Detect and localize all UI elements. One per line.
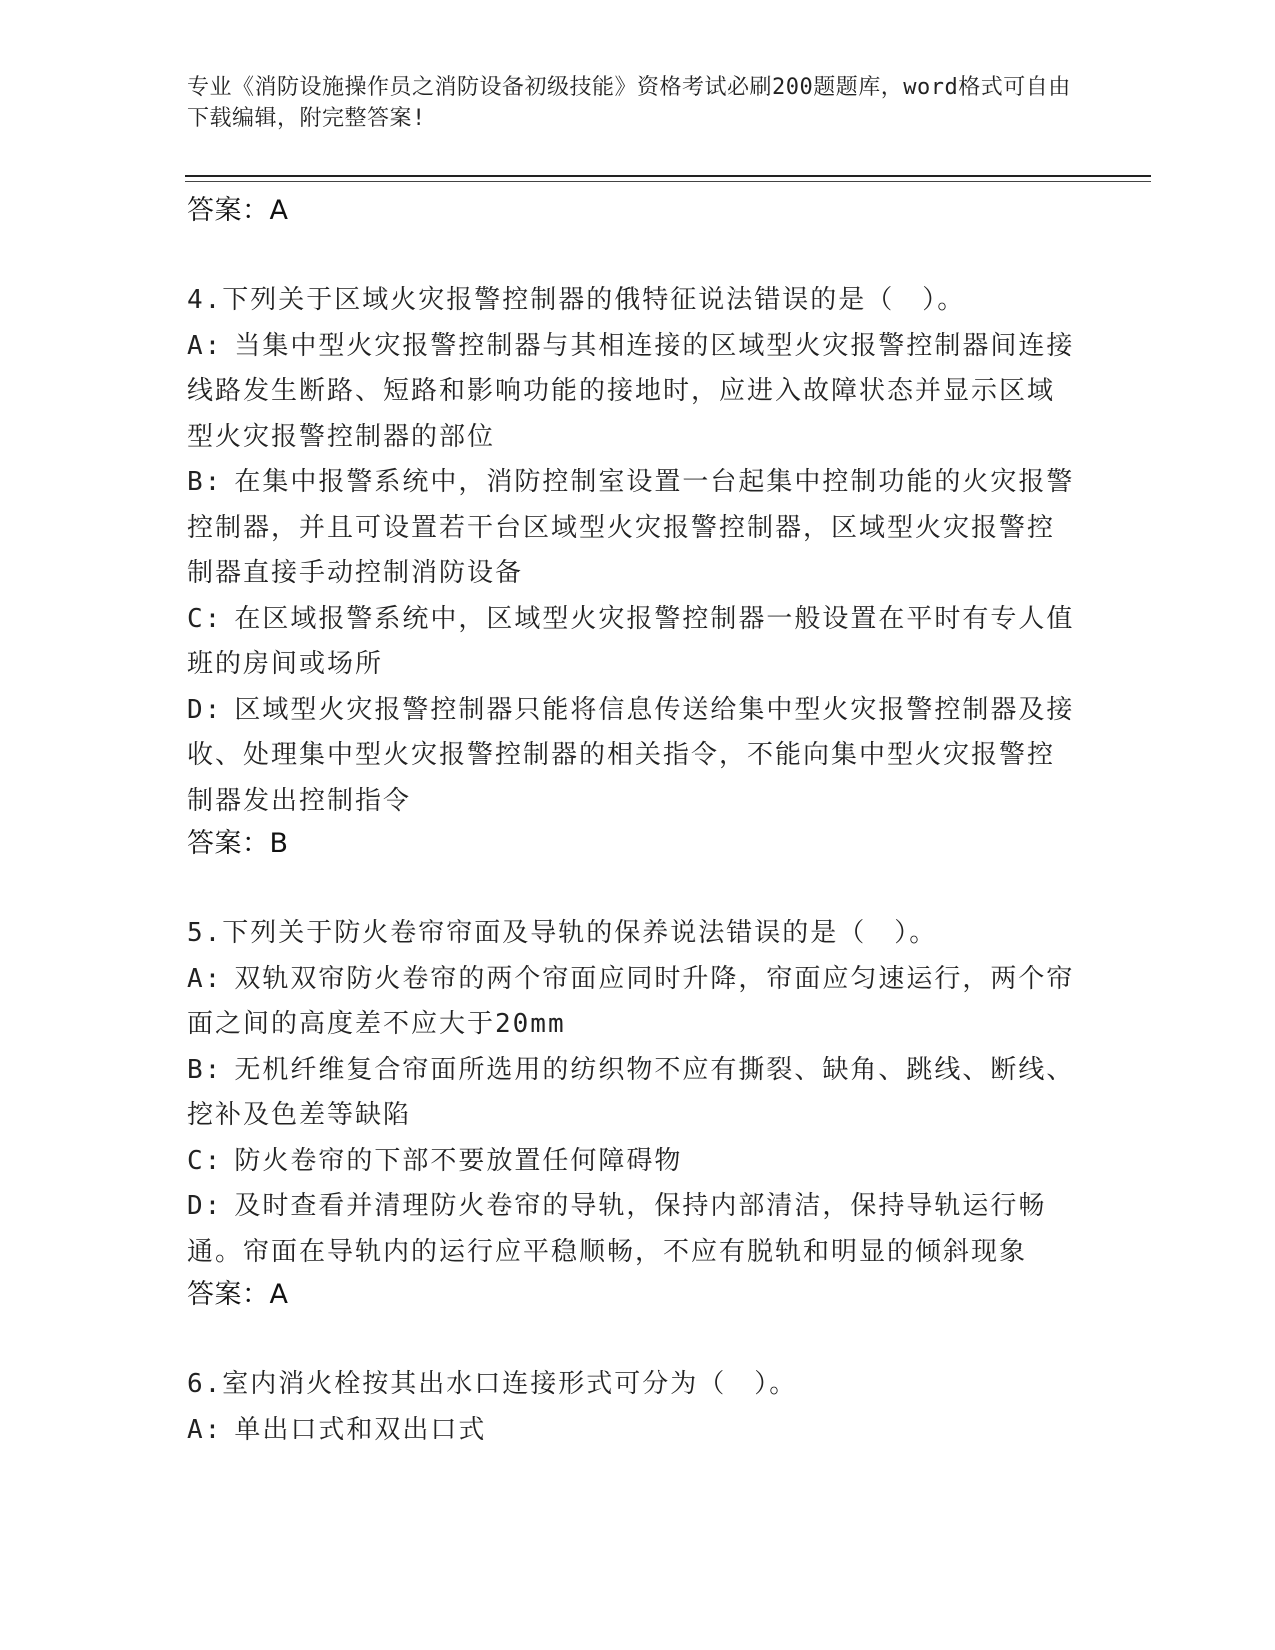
- option-d: [187, 1184, 1077, 1275]
- option-text: 无机纤维复合帘面所选用的纺织物不应有撕裂、缺角、跳线、断线、挖补及色差等缺陷: [187, 1054, 1075, 1130]
- option-a: [187, 324, 1077, 461]
- option-text: 区域型火灾报警控制器只能将信息传送给集中型火灾报警控制器及接收、处理集中型火灾报警控制器的相关指令，不能向集中型火灾报警控制器发出控制指令: [187, 694, 1075, 816]
- option-letter: B:: [187, 1054, 223, 1085]
- question-block: [187, 911, 1077, 1315]
- option-a: [187, 957, 1077, 1048]
- page-header: 专业《消防设施操作员之消防设备初级技能》资格考试必刷200题题库，word格式可自由下载编辑，附完整答案!: [187, 75, 1071, 131]
- option-text: 单出口式和双出口式: [234, 1414, 487, 1445]
- option-letter: C:: [187, 1145, 223, 1176]
- option-b: [187, 1048, 1077, 1139]
- option-text: 当集中型火灾报警控制器与其相连接的区域型火灾报警控制器间连接线路发生断路、短路和影响功能的接地时，应进入故障状态并显示区域型火灾报警控制器的部位: [187, 330, 1075, 452]
- header-divider-thick: [185, 175, 1151, 177]
- header-divider-thin: [185, 181, 1151, 182]
- content-area: [187, 191, 1077, 1453]
- question-block: [187, 1362, 1077, 1453]
- option-letter: C:: [187, 603, 223, 634]
- option-text: 防火卷帘的下部不要放置任何障碍物: [234, 1145, 683, 1176]
- option-c: [187, 1139, 1077, 1185]
- option-letter: D:: [187, 1191, 223, 1221]
- option-letter: A:: [187, 1414, 223, 1445]
- option-letter: A:: [187, 330, 223, 361]
- option-text: 在区域报警系统中，区域型火灾报警控制器一般设置在平时有专人值班的房间或场所: [187, 603, 1075, 679]
- option-c: [187, 597, 1077, 688]
- option-letter: A:: [187, 963, 223, 994]
- option-letter: B:: [187, 467, 223, 497]
- question-stem: 5.下列关于防火卷帘帘面及导轨的保养说法错误的是（ ）。: [187, 918, 938, 948]
- option-text: 双轨双帘防火卷帘的两个帘面应同时升降，帘面应匀速运行，两个帘面之间的高度差不应大于20mm: [187, 963, 1075, 1039]
- option-b: [187, 460, 1077, 597]
- question-block: [187, 278, 1077, 864]
- question-stem: 4.下列关于区域火灾报警控制器的俄特征说法错误的是（ ）。: [187, 285, 966, 315]
- spacer: [187, 1315, 1077, 1362]
- option-letter: D:: [187, 694, 223, 725]
- answer-label: 答案：A: [187, 1279, 289, 1310]
- spacer: [187, 231, 1077, 278]
- option-d: [187, 688, 1077, 825]
- answer-label: 答案：B: [187, 828, 289, 859]
- question-stem: 6.室内消火栓按其出水口连接形式可分为（ ）。: [187, 1369, 798, 1399]
- answer-label: 答案：A: [187, 195, 289, 226]
- option-text: 在集中报警系统中，消防控制室设置一台起集中控制功能的火灾报警控制器，并且可设置若干台区域型火灾报警控制器，区域型火灾报警控制器直接手动控制消防设备: [187, 467, 1075, 588]
- option-a: [187, 1408, 1077, 1454]
- spacer: [187, 864, 1077, 911]
- option-text: 及时查看并清理防火卷帘的导轨，保持内部清洁，保持导轨运行畅通。帘面在导轨内的运行应平稳顺畅，不应有脱轨和明显的倾斜现象: [187, 1191, 1047, 1267]
